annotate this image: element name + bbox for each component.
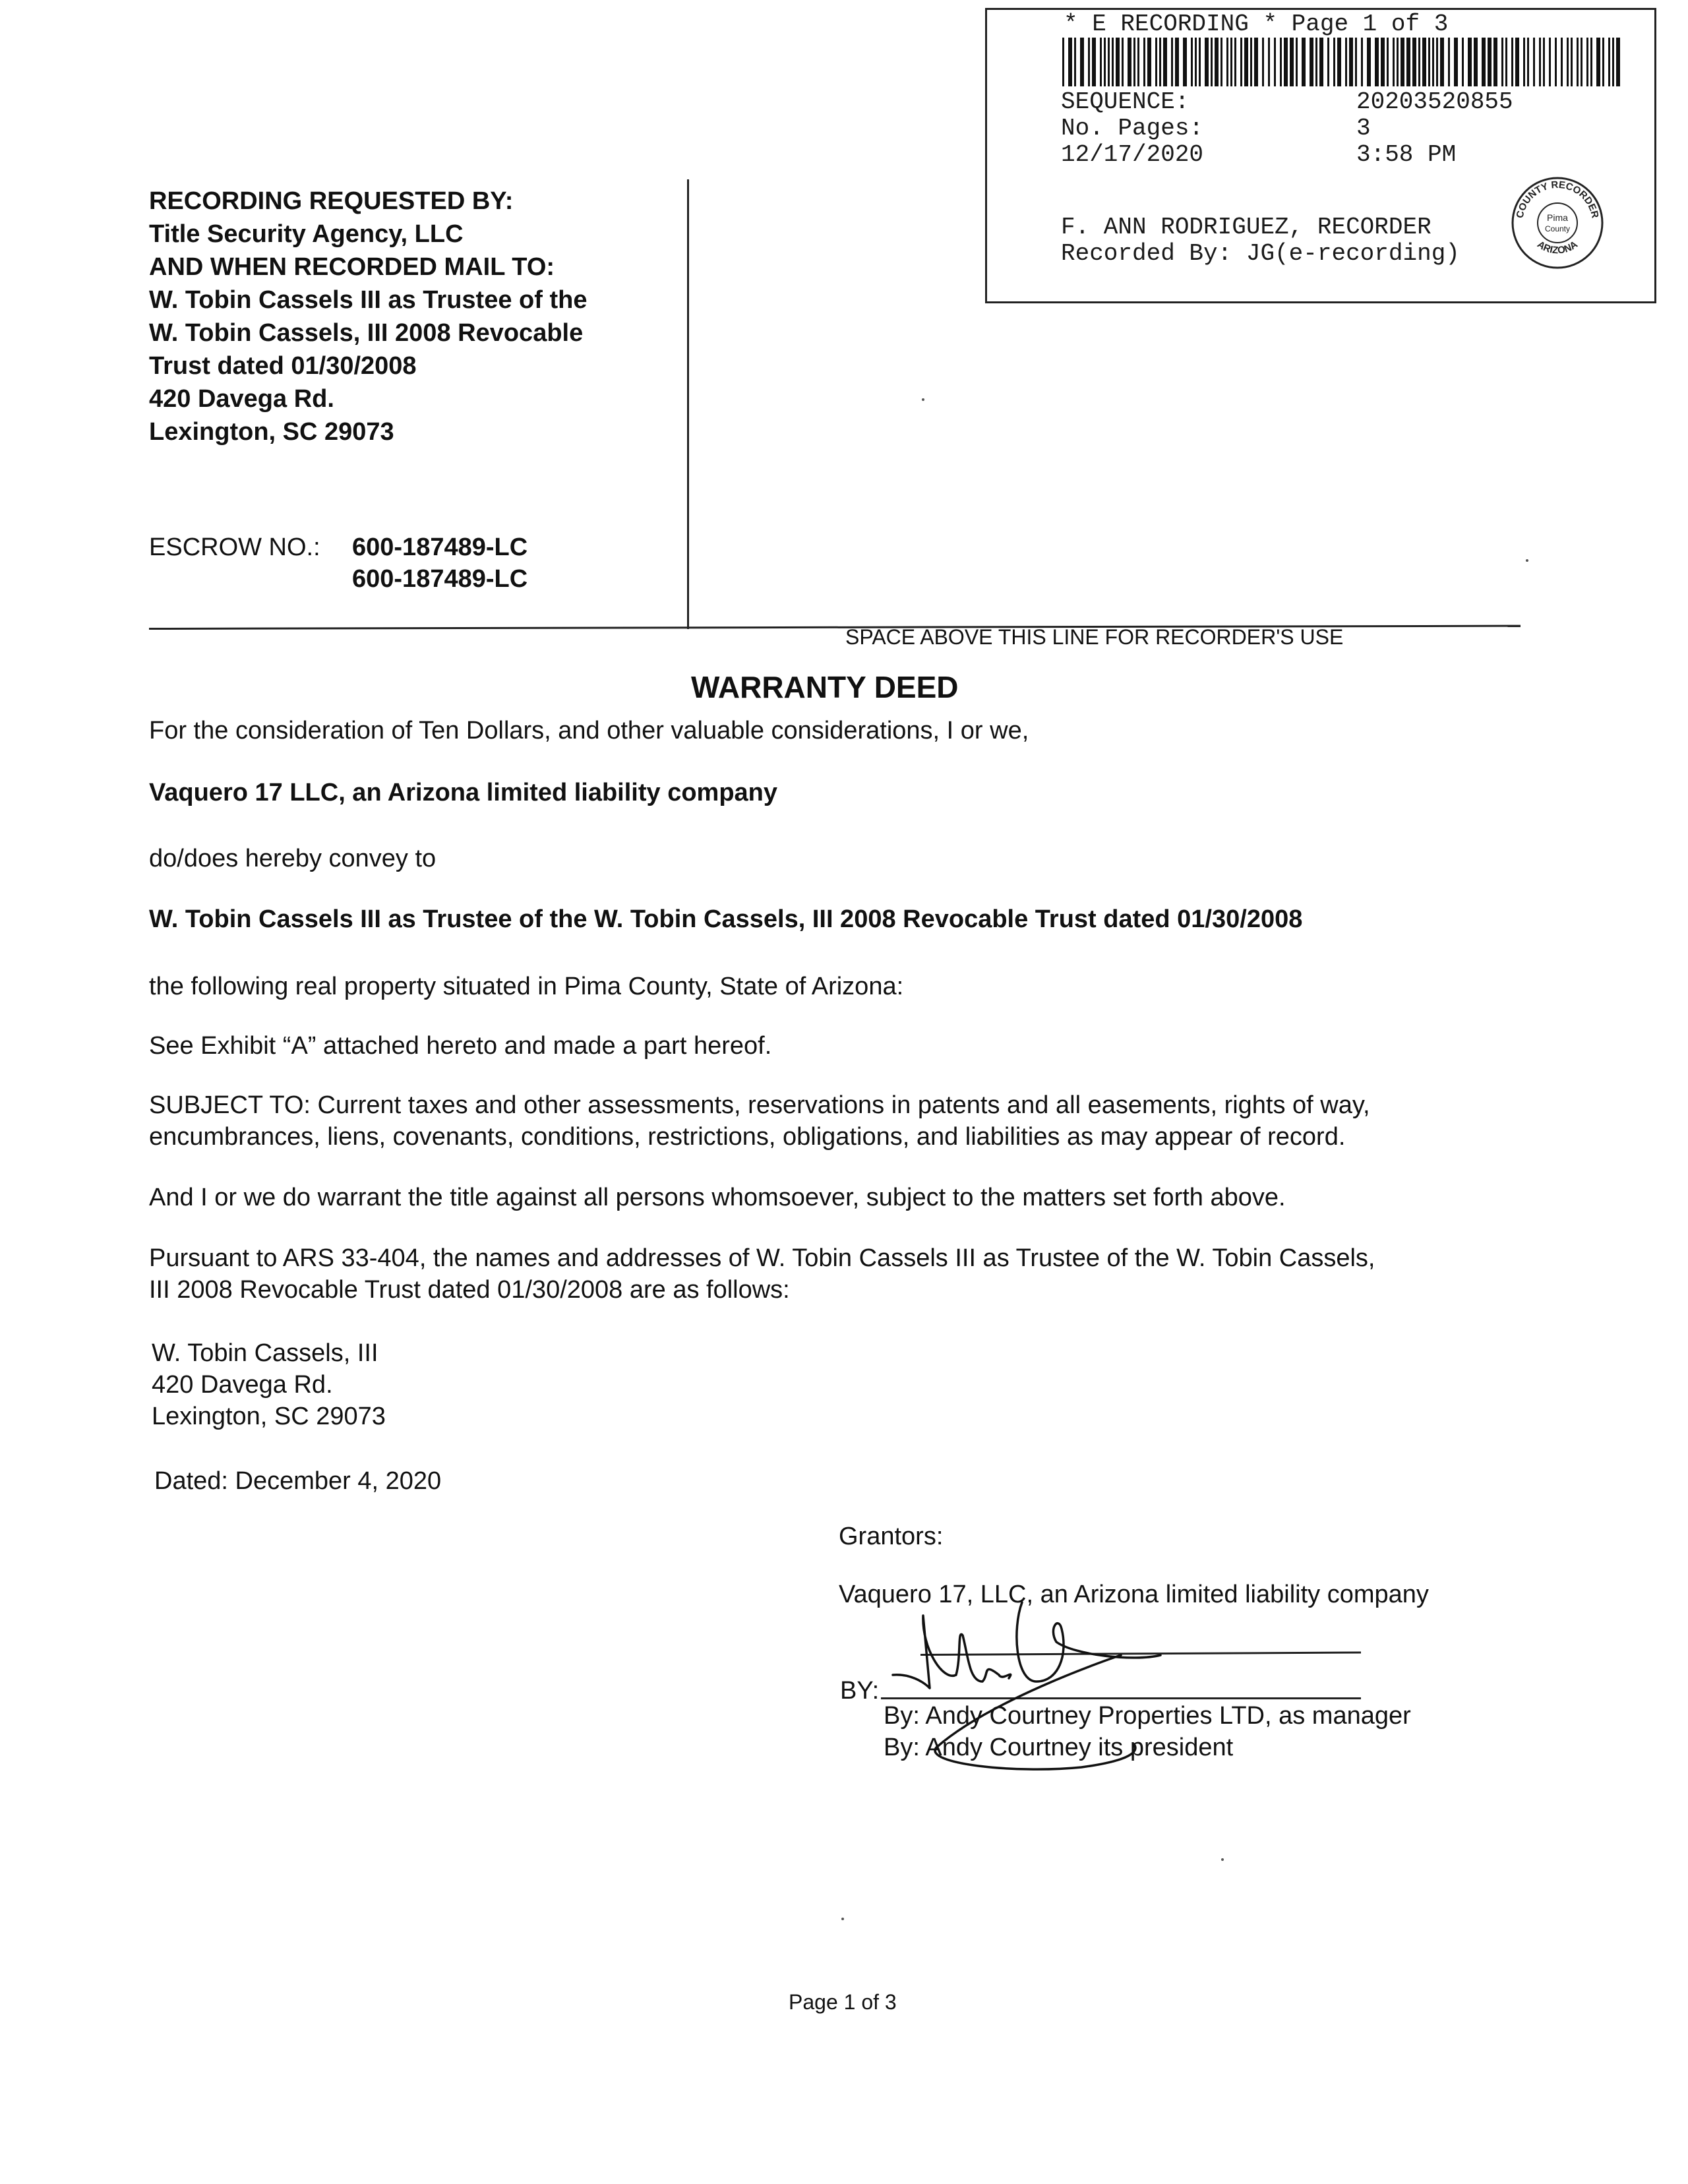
mail-line: Lexington, SC 29073 xyxy=(149,418,394,446)
barcode-bar xyxy=(1337,38,1341,86)
barcode-bar xyxy=(1062,38,1064,86)
recording-date: 12/17/2020 xyxy=(1061,141,1204,168)
barcode-bar xyxy=(1397,38,1399,86)
by-president-line: By: Andy Courtney its president xyxy=(884,1734,1234,1761)
barcode-bar xyxy=(1448,38,1450,86)
barcode-bar xyxy=(1319,38,1323,86)
barcode-bar xyxy=(1432,38,1434,86)
barcode-bar xyxy=(1511,38,1513,86)
scan-speck xyxy=(1221,1858,1224,1861)
recorded-by: Recorded By: JG(e-recording) xyxy=(1061,240,1460,267)
barcode-bar xyxy=(1240,38,1242,86)
barcode-bar xyxy=(1195,38,1197,86)
barcode-bar xyxy=(1616,38,1620,86)
barcode-bar xyxy=(1254,38,1258,86)
recording-header: * E RECORDING * Page 1 of 3 xyxy=(1064,11,1449,38)
barcode-bar xyxy=(1104,38,1106,86)
sequence-value: 20203520855 xyxy=(1356,88,1513,115)
barcode-bar xyxy=(1393,38,1395,86)
pages-value: 3 xyxy=(1356,115,1371,142)
barcode-bar xyxy=(1296,38,1298,86)
barcode-bar xyxy=(1205,38,1209,86)
by-manager-line: By: Andy Courtney Properties LTD, as manager xyxy=(884,1702,1411,1730)
barcode-bar xyxy=(1590,38,1592,86)
barcode-bar xyxy=(1561,38,1563,86)
handwritten-signature xyxy=(884,1589,1385,1787)
mail-to-label: AND WHEN RECORDED MAIL TO: xyxy=(149,253,555,281)
seal-text-county: County xyxy=(1544,224,1571,233)
barcode-bar xyxy=(1401,38,1404,86)
barcode-bar xyxy=(1143,38,1145,86)
barcode-bar xyxy=(1505,38,1507,86)
barcode-bar xyxy=(1122,38,1124,86)
barcode-bar xyxy=(1133,38,1135,86)
barcode-bar xyxy=(1116,38,1120,86)
barcode-bar xyxy=(1310,38,1313,86)
barcode-bar xyxy=(1440,38,1444,86)
barcode-bar xyxy=(1262,38,1264,86)
barcode-bar xyxy=(1533,38,1535,86)
barcode-bar xyxy=(1581,38,1582,86)
barcode-bar xyxy=(1602,38,1604,86)
escrow-number: 600-187489-LC xyxy=(352,565,528,593)
pursuant-line: III 2008 Revocable Trust dated 01/30/2008 are as follows: xyxy=(149,1276,790,1304)
barcode-bar xyxy=(1387,38,1389,86)
barcode-bar xyxy=(1234,38,1236,86)
barcode-bar xyxy=(1171,38,1173,86)
barcode-bar xyxy=(1211,38,1213,86)
barcode-bar xyxy=(1159,38,1161,86)
barcode-bar xyxy=(1226,38,1228,86)
mail-line: W. Tobin Cassels, III 2008 Revocable xyxy=(149,319,584,347)
subject-to-line: SUBJECT TO: Current taxes and other assessments, reservations in patents and all easements, rights of way, xyxy=(149,1091,1370,1119)
barcode-bar xyxy=(1175,38,1179,86)
seal-text-bottom: ARIZONA xyxy=(1535,239,1580,257)
page-footer: Page 1 of 3 xyxy=(789,1990,897,2014)
barcode-bar xyxy=(1250,38,1252,86)
barcode-bar xyxy=(1108,38,1110,86)
scan-speck xyxy=(922,398,924,401)
grantors-company: Vaquero 17, LLC, an Arizona limited liability company xyxy=(839,1581,1429,1608)
barcode-bar xyxy=(1163,38,1167,86)
mail-line: Trust dated 01/30/2008 xyxy=(149,352,417,380)
address-line: 420 Davega Rd. xyxy=(152,1371,333,1399)
barcode-bar xyxy=(1567,38,1569,86)
barcode-bar xyxy=(1462,38,1464,86)
barcode-bar xyxy=(1302,38,1306,86)
barcode-bar xyxy=(1571,38,1573,86)
barcode-bar xyxy=(1422,38,1426,86)
escrow-label: ESCROW NO.: xyxy=(149,533,320,561)
barcode-bar xyxy=(1539,38,1541,86)
barcode-bar xyxy=(1523,38,1525,86)
barcode-bar xyxy=(1418,38,1420,86)
barcode-bar xyxy=(1474,38,1478,86)
barcode-bar xyxy=(1454,38,1458,86)
barcode-bar xyxy=(1406,38,1410,86)
warrant-text: And I or we do warrant the title against all persons whomsoever, subject to the matters set forth above. xyxy=(149,1184,1286,1211)
barcode-bar xyxy=(1284,38,1288,86)
barcode-bar xyxy=(1375,38,1379,86)
grantee-name: W. Tobin Cassels III as Trustee of the W. Tobin Cassels, III 2008 Revocable Trust dated 01/30/2008 xyxy=(149,905,1303,933)
barcode-bar xyxy=(1482,38,1486,86)
barcode-bar xyxy=(1436,38,1438,86)
barcode-bar xyxy=(1128,38,1131,86)
barcode-bar xyxy=(1549,38,1551,86)
barcode-bar xyxy=(1586,38,1588,86)
barcode-bar xyxy=(1074,38,1076,86)
barcode-bar xyxy=(1501,38,1503,86)
barcode-bar xyxy=(1488,38,1492,86)
barcode-bar xyxy=(1290,38,1294,86)
barcode-bar xyxy=(1355,38,1357,86)
barcode-bar xyxy=(1215,38,1219,86)
barcode-bar xyxy=(1428,38,1430,86)
barcode-bar xyxy=(1527,38,1529,86)
convey-text: do/does hereby convey to xyxy=(149,845,437,872)
barcode-bar xyxy=(1191,38,1193,86)
seal-text-top: COUNTY RECORDER xyxy=(1514,179,1601,220)
barcode-bar xyxy=(1596,38,1600,86)
sequence-label: SEQUENCE: xyxy=(1061,88,1190,115)
barcode-bar xyxy=(1345,38,1347,86)
barcode-bar xyxy=(1088,38,1090,86)
county-recorder-seal xyxy=(1508,173,1607,272)
barcode-bar xyxy=(1112,38,1114,86)
barcode-bar xyxy=(1612,38,1614,86)
barcode-bar xyxy=(1381,38,1385,86)
mail-line: W. Tobin Cassels III as Trustee of the xyxy=(149,286,588,314)
mail-line: 420 Davega Rd. xyxy=(149,385,334,413)
vertical-divider xyxy=(687,179,689,629)
recording-requested-label: RECORDING REQUESTED BY: xyxy=(149,187,514,215)
barcode-bar xyxy=(1515,38,1519,86)
space-above-note: SPACE ABOVE THIS LINE FOR RECORDER'S USE xyxy=(845,625,1344,649)
barcode-bar xyxy=(1493,38,1497,86)
barcode-bar xyxy=(1147,38,1151,86)
barcode-bar xyxy=(1068,38,1072,86)
barcode-bar xyxy=(1577,38,1579,86)
property-text: the following real property situated in Pima County, State of Arizona: xyxy=(149,973,904,1000)
barcode-bar xyxy=(1367,38,1371,86)
address-line: W. Tobin Cassels, III xyxy=(152,1339,378,1367)
barcode-bar xyxy=(1137,38,1139,86)
barcode-bar xyxy=(1555,38,1557,86)
barcode-bar xyxy=(1221,38,1222,86)
barcode-bar xyxy=(1183,38,1187,86)
barcode-bar xyxy=(1280,38,1282,86)
barcode-bar xyxy=(1327,38,1329,86)
barcode-bar xyxy=(1468,38,1472,86)
barcode-bar xyxy=(1100,38,1102,86)
barcode-bar xyxy=(1361,38,1363,86)
address-line: Lexington, SC 29073 xyxy=(152,1403,386,1430)
pursuant-line: Pursuant to ARS 33-404, the names and addresses of W. Tobin Cassels III as Trustee of the W. Tobin Cassels, xyxy=(149,1244,1375,1272)
scan-speck xyxy=(841,1918,844,1920)
barcode-bar xyxy=(1608,38,1610,86)
barcode-bar xyxy=(1092,38,1096,86)
dated-text: Dated: December 4, 2020 xyxy=(154,1467,442,1495)
recorder-name: F. ANN RODRIGUEZ, RECORDER xyxy=(1061,214,1432,241)
svg-text:ARIZONA xyxy=(1535,239,1580,257)
barcode-bar xyxy=(1199,38,1201,86)
grantor-name: Vaquero 17 LLC, an Arizona limited liability company xyxy=(149,779,778,806)
recording-requested-by: Title Security Agency, LLC xyxy=(149,220,464,248)
seal-text-pima: Pima xyxy=(1547,212,1568,223)
barcode-bar xyxy=(1155,38,1157,86)
consideration-text: For the consideration of Ten Dollars, and other valuable considerations, I or we, xyxy=(149,717,1029,744)
barcode-bar xyxy=(1230,38,1232,86)
recorder-stamp-box xyxy=(985,8,1656,303)
barcode-bar xyxy=(1274,38,1276,86)
barcode-bar xyxy=(1543,38,1545,86)
barcode-bar xyxy=(1412,38,1416,86)
barcode-bar xyxy=(1244,38,1248,86)
barcode xyxy=(1062,38,1623,89)
scan-speck xyxy=(1526,559,1528,562)
barcode-bar xyxy=(1080,38,1084,86)
barcode-bar xyxy=(1333,38,1335,86)
escrow-number: 600-187489-LC xyxy=(352,533,528,561)
barcode-bar xyxy=(1315,38,1317,86)
document-title: WARRANTY DEED xyxy=(691,670,959,704)
exhibit-text: See Exhibit “A” attached hereto and made a part hereof. xyxy=(149,1032,772,1060)
barcode-bar xyxy=(1268,38,1270,86)
by-label: BY: xyxy=(840,1677,880,1705)
pages-label: No. Pages: xyxy=(1061,115,1204,142)
subject-to-line: encumbrances, liens, covenants, conditions, restrictions, obligations, and liabilities as may appear of record. xyxy=(149,1123,1346,1151)
barcode-bar xyxy=(1349,38,1353,86)
recording-time: 3:58 PM xyxy=(1356,141,1457,168)
grantors-label: Grantors: xyxy=(839,1523,944,1550)
